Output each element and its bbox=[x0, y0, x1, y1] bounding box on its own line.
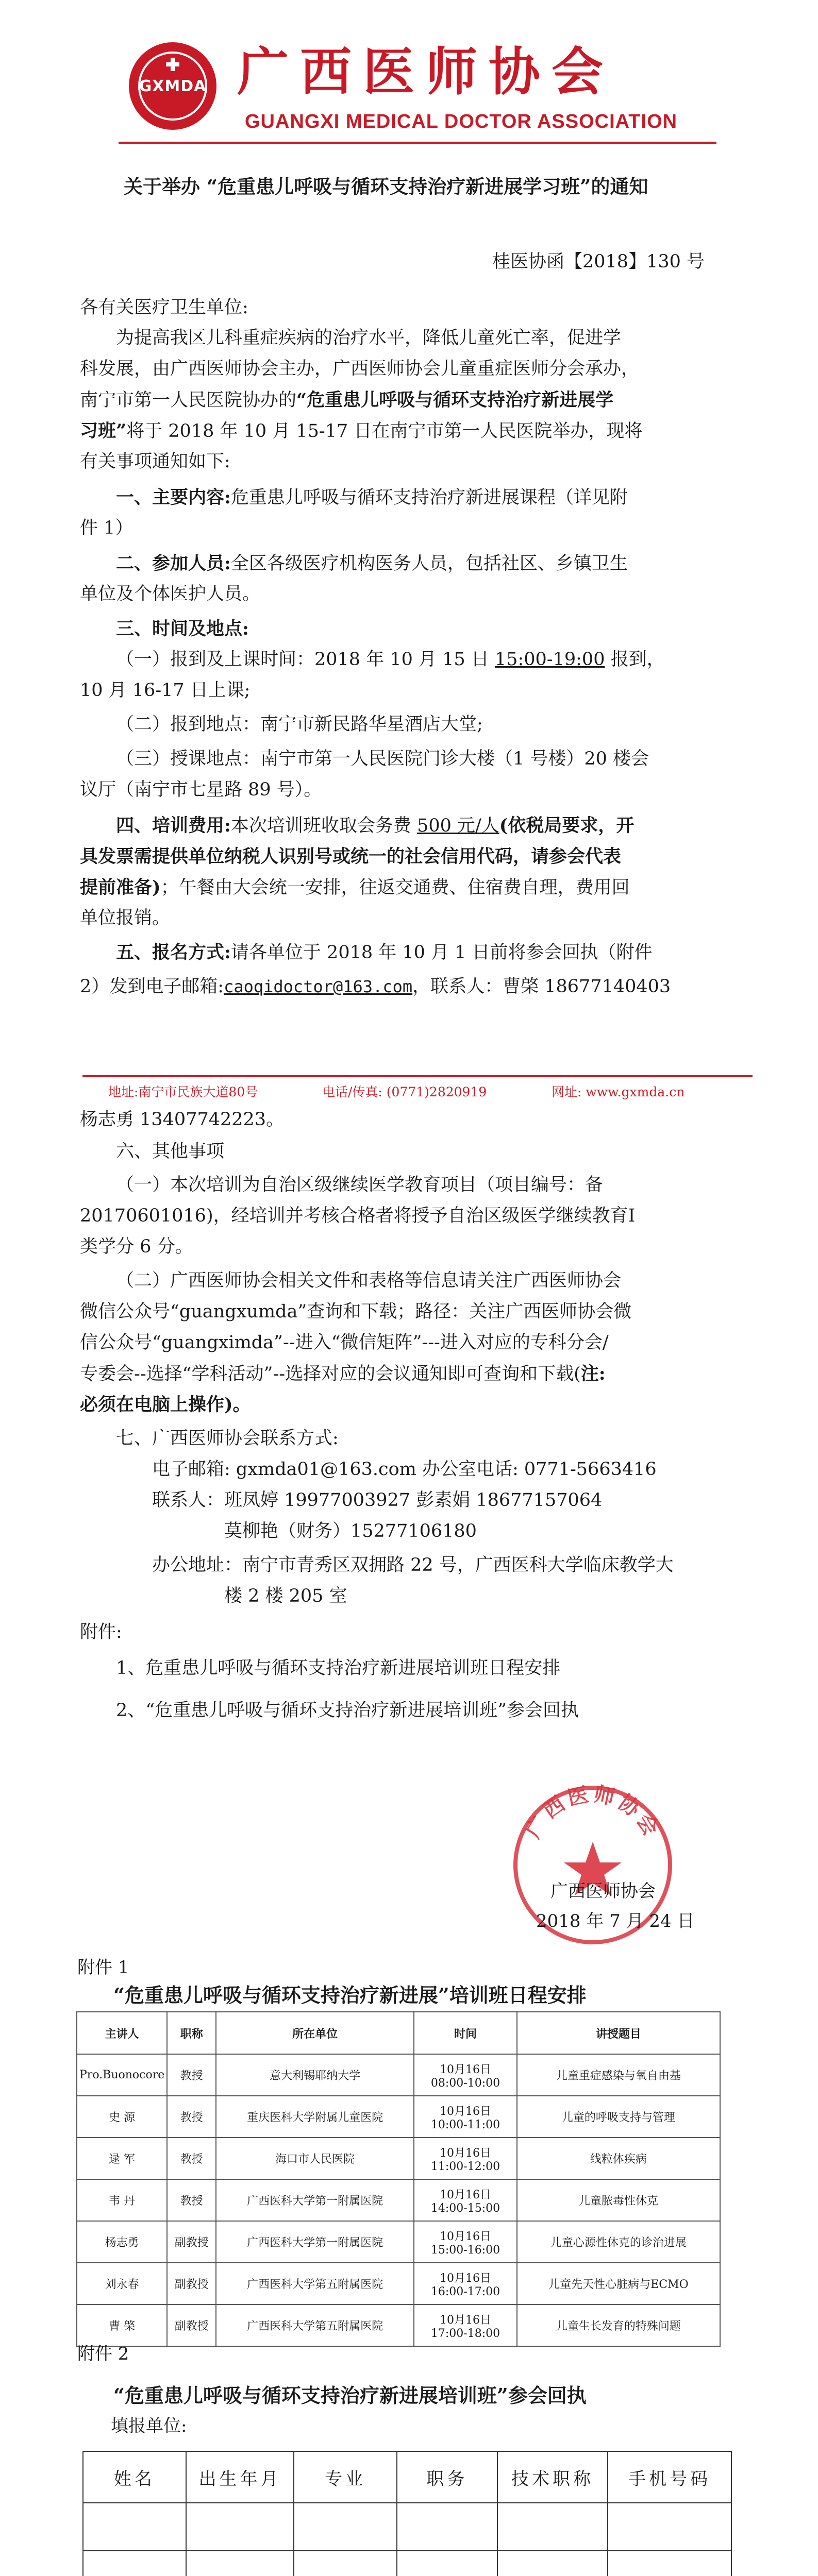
footer-divider bbox=[82, 1075, 753, 1077]
schedule-table bbox=[76, 2011, 721, 2347]
office-address-cont: 楼 2 楼 205 室 bbox=[224, 1586, 347, 1606]
header-divider bbox=[119, 142, 716, 144]
table-row bbox=[77, 2221, 720, 2263]
header-unit: 所在单位 bbox=[216, 2012, 414, 2054]
title: 副教授 bbox=[167, 2304, 216, 2346]
registration-form-table bbox=[82, 2451, 732, 2576]
section-1-cont: 件 1） bbox=[80, 518, 133, 538]
form-cell[interactable] bbox=[397, 2551, 497, 2576]
header-mobile: 手机号码 bbox=[608, 2451, 731, 2503]
document-number: 桂医协函【2018】130 号 bbox=[492, 251, 705, 272]
speaker: 逯 军 bbox=[77, 2138, 167, 2179]
topic: 儿童生长发育的特殊问题 bbox=[517, 2304, 720, 2346]
contact-persons: 联系人：班凤婷 19977003927 彭素娟 18677157064 bbox=[152, 1490, 603, 1511]
section-4-line-4: 单位报销。 bbox=[80, 908, 171, 928]
session-time: 10月16日 10:00-11:00 bbox=[414, 2096, 517, 2138]
form-cell[interactable] bbox=[186, 2503, 294, 2551]
section-5: 五、报名方式:请各单位于 2018 年 10 月 1 日前将参会回执（附件 bbox=[116, 942, 653, 963]
title: 教授 bbox=[167, 2054, 216, 2096]
appendix-2-label: 附件 2 bbox=[77, 2344, 129, 2364]
speaker: 史 源 bbox=[77, 2096, 167, 2138]
section-6-item-2-line-3: 信公众号“guangximda”--进入“微信矩阵”---进入对应的专科分会/ bbox=[80, 1332, 609, 1353]
speaker: Pro.Buonocore bbox=[77, 2054, 167, 2096]
unit: 广西医科大学第五附属医院 bbox=[216, 2263, 414, 2304]
medical-cross-icon bbox=[166, 58, 179, 71]
intro-line-5: 有关事项通知如下: bbox=[80, 451, 230, 472]
form-cell[interactable] bbox=[397, 2503, 497, 2551]
topic: 儿童的呼吸支持与管理 bbox=[517, 2096, 720, 2138]
form-cell[interactable] bbox=[294, 2551, 397, 2576]
contact-email-link[interactable]: caoqidoctor@163.com bbox=[224, 977, 413, 996]
topic: 儿童重症感染与氧自由基 bbox=[517, 2054, 720, 2096]
notice-title: 关于举办 “危重患儿呼吸与循环支持治疗新进展学习班”的通知 bbox=[124, 175, 648, 198]
form-cell[interactable] bbox=[294, 2503, 397, 2551]
form-cell[interactable] bbox=[83, 2503, 186, 2551]
section-6-item-1-line-2: 20170601016)，经培训并考核合格者将授予自治区级医学继续教育Ⅰ bbox=[80, 1206, 636, 1226]
salutation: 各有关医疗卫生单位: bbox=[80, 297, 248, 318]
section-6-label: 六、其他事项 bbox=[116, 1141, 225, 1162]
association-logo bbox=[129, 42, 216, 130]
session-time: 10月16日 15:00-16:00 bbox=[414, 2221, 517, 2263]
section-1: 一、主要内容:危重患儿呼吸与循环支持治疗新进展课程（详见附 bbox=[116, 487, 628, 508]
footer-website[interactable]: 网址: www.gxmda.cn bbox=[552, 1084, 685, 1099]
org-name-en: GUANGXI MEDICAL DOCTOR ASSOCIATION bbox=[245, 111, 678, 132]
section-6-item-2-line-4: 专委会--选择“学科活动”--选择对应的会议通知即可查询和下载(注: bbox=[80, 1363, 606, 1384]
form-cell[interactable] bbox=[608, 2503, 731, 2551]
table-row bbox=[77, 2304, 720, 2346]
section-4-line-2: 具发票需提供单位纳税人识别号或统一的社会信用代码，请参会代表 bbox=[80, 846, 622, 867]
section-6-item-2: （二）广西医师协会相关文件和表格等信息请关注广西医师协会 bbox=[116, 1270, 622, 1291]
header-specialty: 专业 bbox=[294, 2451, 397, 2503]
title: 教授 bbox=[167, 2179, 216, 2221]
speaker: 韦 丹 bbox=[77, 2179, 167, 2221]
header-tech-title: 技术职称 bbox=[497, 2451, 608, 2503]
intro-line-2: 科发展，由广西医师协会主办，广西医师协会儿童重症医师分会承办， bbox=[80, 359, 640, 379]
form-cell[interactable] bbox=[497, 2551, 608, 2576]
logo-text: GXMDA bbox=[139, 77, 207, 95]
contact-email-phone: 电子邮箱: gxmda01@163.com 办公室电话: 0771-5663416 bbox=[152, 1459, 657, 1480]
appendix-1-title: “危重患儿呼吸与循环支持治疗新进展”培训班日程安排 bbox=[113, 1984, 587, 2007]
header-position: 职务 bbox=[397, 2451, 497, 2503]
appendix-2-title: “危重患儿呼吸与循环支持治疗新进展培训班”参会回执 bbox=[113, 2384, 587, 2407]
header-time: 时间 bbox=[414, 2012, 517, 2054]
form-cell[interactable] bbox=[83, 2551, 186, 2576]
unit: 广西医科大学第一附属医院 bbox=[216, 2179, 414, 2221]
section-2: 二、参加人员:全区各级医疗机构医务人员，包括社区、乡镇卫生 bbox=[116, 553, 628, 574]
table-row bbox=[77, 2263, 720, 2304]
form-cell[interactable] bbox=[608, 2551, 731, 2576]
footer-address: 地址:南宁市民族大道80号 bbox=[108, 1084, 258, 1099]
unit: 海口市人民医院 bbox=[216, 2138, 414, 2179]
appendix-1-label: 附件 1 bbox=[77, 1957, 129, 1978]
form-row bbox=[83, 2551, 731, 2576]
section-5-line-2: 2）发到电子邮箱:caoqidoctor@163.com，联系人：曹棨 18677140403 bbox=[80, 976, 671, 997]
intro-line-1: 为提高我区儿科重症疾病的治疗水平，降低儿童死亡率，促进学 bbox=[116, 328, 622, 348]
title: 副教授 bbox=[167, 2221, 216, 2263]
speaker: 刘永春 bbox=[77, 2263, 167, 2304]
speaker: 杨志勇 bbox=[77, 2221, 167, 2263]
attachments-label: 附件: bbox=[80, 1622, 122, 1642]
table-row bbox=[77, 2138, 720, 2179]
table-row bbox=[77, 2096, 720, 2138]
section-6-item-2-line-2: 微信公众号“guangxumda”查询和下载；路径：关注广西医师协会微 bbox=[80, 1301, 632, 1322]
topic: 儿童脓毒性休克 bbox=[517, 2179, 720, 2221]
session-time: 10月16日 11:00-12:00 bbox=[414, 2138, 517, 2179]
section-3-item-2: （二）报到地点：南宁市新民路华星酒店大堂; bbox=[116, 714, 483, 735]
form-cell[interactable] bbox=[186, 2551, 294, 2576]
session-time: 10月16日 17:00-18:00 bbox=[414, 2304, 517, 2346]
contact-persons-finance: 莫柳艳（财务）15277106180 bbox=[224, 1521, 477, 1541]
section-6-item-1: （一）本次培训为自治区级继续医学教育项目（项目编号：备 bbox=[116, 1175, 604, 1195]
table-row bbox=[77, 2054, 720, 2096]
attachment-1: 1、危重患儿呼吸与循环支持治疗新进展培训班日程安排 bbox=[116, 1658, 561, 1679]
header-birth: 出生年月 bbox=[186, 2451, 294, 2503]
footer-phone: 电话/传真: (0771)2820919 bbox=[322, 1084, 487, 1099]
unit: 意大利锡耶纳大学 bbox=[216, 2054, 414, 2096]
section-3-item-1: （一）报到及上课时间：2018 年 10 月 15 日 15:00-19:00 报到， bbox=[116, 649, 665, 670]
unit: 广西医科大学第一附属医院 bbox=[216, 2221, 414, 2263]
topic: 儿童心源性休克的诊治进展 bbox=[517, 2221, 720, 2263]
header-topic: 讲授题目 bbox=[517, 2012, 720, 2054]
attachment-2: 2、“危重患儿呼吸与循环支持治疗新进展培训班”参会回执 bbox=[116, 1700, 579, 1721]
section-3-item-3: （三）授课地点：南宁市第一人民医院门诊大楼（1 号楼）20 楼会 bbox=[116, 749, 649, 769]
speaker: 曹 棨 bbox=[77, 2304, 167, 2346]
topic: 线粒体疾病 bbox=[517, 2138, 720, 2179]
signature-date: 2018 年 7 月 24 日 bbox=[536, 1911, 695, 1931]
signature-org: 广西医师协会 bbox=[550, 1881, 656, 1902]
header-speaker: 主讲人 bbox=[77, 2012, 167, 2054]
schedule-header-row bbox=[77, 2012, 720, 2054]
title: 教授 bbox=[167, 2096, 216, 2138]
registration-rows bbox=[83, 2503, 731, 2576]
section-7-label: 七、广西医师协会联系方式: bbox=[116, 1428, 339, 1449]
section-5-line-3: 杨志勇 13407742223。 bbox=[80, 1109, 285, 1130]
session-time: 10月16日 16:00-17:00 bbox=[414, 2263, 517, 2304]
session-time: 10月16日 08:00-10:00 bbox=[414, 2054, 517, 2096]
topic: 儿童先天性心脏病与ECMO bbox=[517, 2263, 720, 2304]
unit-label: 填报单位: bbox=[111, 2416, 187, 2436]
section-3-item-3-cont: 议厅（南宁市七星路 89 号）。 bbox=[80, 779, 322, 800]
section-6-item-1-line-3: 类学分 6 分。 bbox=[80, 1236, 193, 1257]
session-time: 10月16日 14:00-15:00 bbox=[414, 2179, 517, 2221]
section-3-item-1-cont: 10 月 16-17 日上课; bbox=[80, 680, 251, 701]
unit: 重庆医科大学附属儿童医院 bbox=[216, 2096, 414, 2138]
section-4-line-3: 提前准备)；午餐由大会统一安排，往返交通费、住宿费自理，费用回 bbox=[80, 877, 630, 898]
org-name-cn: 广西医师协会 bbox=[237, 42, 614, 102]
section-2-cont: 单位及个体医护人员。 bbox=[80, 584, 261, 604]
office-address: 办公地址：南宁市青秀区双拥路 22 号，广西医科大学临床教学大 bbox=[152, 1555, 674, 1575]
header-title: 职称 bbox=[167, 2012, 216, 2054]
form-row bbox=[83, 2503, 731, 2551]
table-row bbox=[77, 2179, 720, 2221]
svg-text:广西医师协会: 广西医师协会 bbox=[521, 1782, 664, 1842]
unit: 广西医科大学第五附属医院 bbox=[216, 2304, 414, 2346]
form-cell[interactable] bbox=[497, 2503, 608, 2551]
title: 教授 bbox=[167, 2138, 216, 2179]
registration-header-row bbox=[83, 2451, 731, 2503]
title: 副教授 bbox=[167, 2263, 216, 2304]
intro-line-3: 南宁市第一人民医院协办的“危重患儿呼吸与循环支持治疗新进展学 bbox=[80, 389, 614, 411]
section-6-item-2-line-5: 必须在电脑上操作)。 bbox=[80, 1394, 251, 1415]
intro-line-4: 习班”将于 2018 年 10 月 15-17 日在南宁市第一人民医院举办，现将 bbox=[80, 420, 643, 442]
section-3-label: 三、时间及地点: bbox=[116, 618, 249, 639]
header-name: 姓名 bbox=[83, 2451, 186, 2503]
section-4: 四、培训费用:本次培训班收取会务费 500 元/人(依税局要求，开 bbox=[116, 815, 635, 836]
